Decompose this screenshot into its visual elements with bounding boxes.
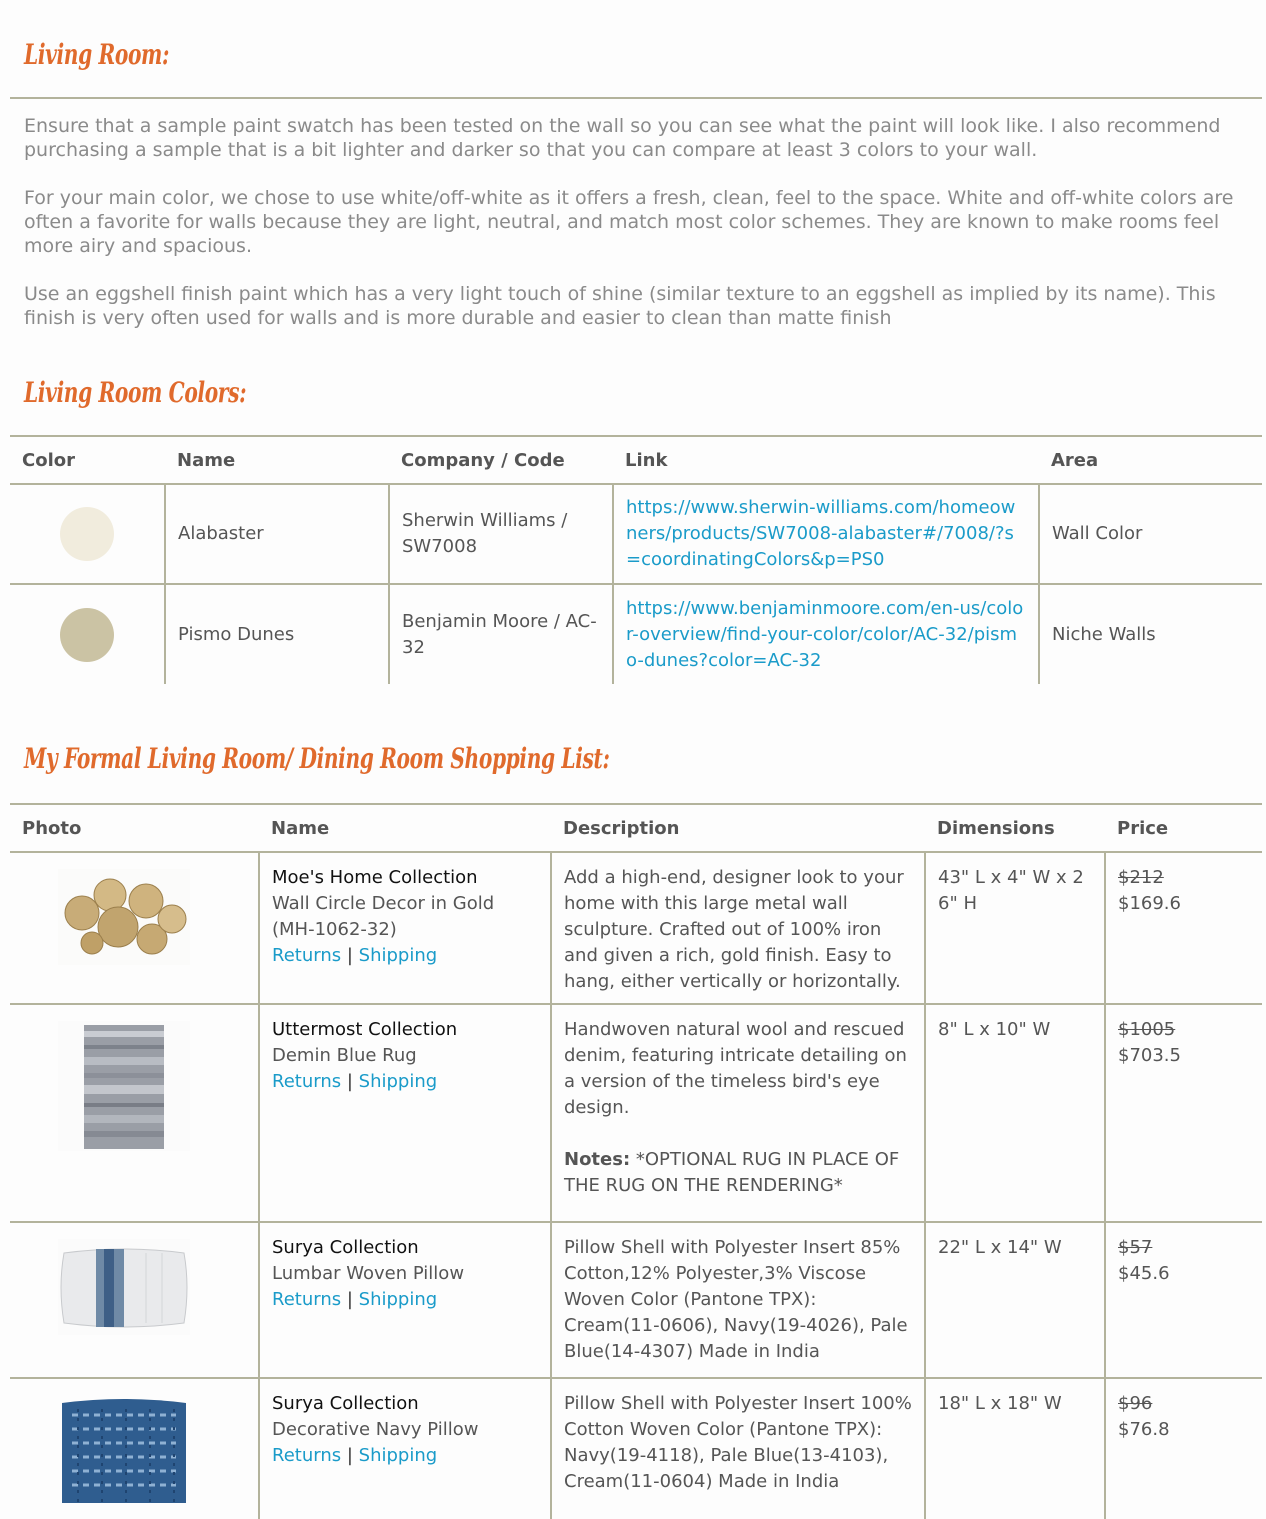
- col-header-price: Price: [1105, 804, 1262, 852]
- colors-heading: Living Room Colors:: [24, 376, 247, 409]
- col-header-name: Name: [259, 804, 551, 852]
- lumbar-pillow-icon: [58, 1239, 190, 1335]
- col-header-area: Area: [1039, 436, 1262, 484]
- item-description: Pillow Shell with Polyester Insert 100% Cotton Woven Color (Pantone TPX): Navy(19-4118), Pale Blue(13-4103), Cream(11-0604) Made in India: [551, 1378, 925, 1519]
- intro-paragraph: Ensure that a sample paint swatch has been tested on the wall so you can see what the paint will look like. I also recommend purchasing a sample that is a bit lighter and darker so that you can compare at least 3 colors to your wall.: [24, 115, 1221, 161]
- item-description: Add a high-end, designer look to your home with this large metal wall sculpture. Crafted out of 100% iron and given a rich, gold finish. Easy to hang, either vertically or horizontally.: [551, 852, 925, 1004]
- photo-cell: [10, 1004, 259, 1222]
- color-company: Benjamin Moore / AC-32: [389, 584, 613, 684]
- shipping-link[interactable]: Shipping: [358, 1445, 438, 1466]
- notes-label: Notes:: [564, 1149, 631, 1170]
- color-swatch: [60, 608, 114, 662]
- item-old-price: $1005: [1118, 1019, 1176, 1040]
- photo-cell: [10, 852, 259, 1004]
- item-price: $703.5: [1118, 1045, 1181, 1066]
- item-name: Lumbar Woven Pillow: [272, 1263, 465, 1284]
- item-name: Decorative Navy Pillow: [272, 1419, 479, 1440]
- item-dimensions: 22" L x 14" W: [925, 1222, 1105, 1378]
- intro-text: [24, 114, 1249, 354]
- col-header-description: Description: [551, 804, 925, 852]
- shopping-heading: My Formal Living Room/ Dining Room Shopping List:: [24, 742, 610, 775]
- rug-icon: [58, 1021, 190, 1151]
- item-notes: *OPTIONAL RUG IN PLACE OF THE RUG ON THE RENDERING*: [564, 1149, 900, 1196]
- item-description: Handwoven natural wool and rescued denim, featuring intricate detailing on a version of the timeless bird's eye design.: [564, 1019, 907, 1118]
- table-row: [10, 852, 1262, 1004]
- color-company: Sherwin Williams / SW7008: [389, 484, 613, 584]
- item-brand: Moe's Home Collection: [272, 867, 478, 888]
- color-link[interactable]: https://www.benjaminmoore.com/en-us/color-overview/find-your-color/color/AC-32/pismo-dunes?color=AC-32: [626, 597, 1024, 671]
- col-header-company: Company / Code: [389, 436, 613, 484]
- returns-link[interactable]: Returns: [272, 945, 342, 966]
- col-header-dimensions: Dimensions: [925, 804, 1105, 852]
- item-dimensions: 8" L x 10" W: [925, 1004, 1105, 1222]
- item-description: Pillow Shell with Polyester Insert 85% Cotton,12% Polyester,3% Viscose Woven Color (Pantone TPX): Cream(11-0606), Navy(19-4026), Pale Blue(14-4307) Made in India: [551, 1222, 925, 1378]
- table-row: [10, 1004, 1262, 1222]
- intro-paragraph: Use an eggshell finish paint which has a very light touch of shine (similar texture to an eggshell as implied by its name). This finish is very often used for walls and is more durable and easier to clean than matte finish: [24, 283, 1216, 329]
- link-separator: |: [346, 1289, 353, 1310]
- returns-link[interactable]: Returns: [272, 1289, 342, 1310]
- item-dimensions: 18" L x 18" W: [925, 1378, 1105, 1519]
- item-brand: Surya Collection: [272, 1237, 419, 1258]
- col-header-name: Name: [165, 436, 389, 484]
- returns-link[interactable]: Returns: [272, 1445, 342, 1466]
- shipping-link[interactable]: Shipping: [358, 1289, 438, 1310]
- item-price: $45.6: [1118, 1263, 1170, 1284]
- color-name: Alabaster: [165, 484, 389, 584]
- col-header-photo: Photo: [10, 804, 259, 852]
- item-old-price: $57: [1118, 1237, 1153, 1258]
- color-area: Wall Color: [1039, 484, 1262, 584]
- color-swatch: [60, 507, 114, 561]
- item-price: $76.8: [1118, 1419, 1170, 1440]
- item-dimensions: 43" L x 4" W x 26" H: [925, 852, 1105, 1004]
- shopping-table: [10, 803, 1262, 1519]
- item-brand: Uttermost Collection: [272, 1019, 458, 1040]
- shipping-link[interactable]: Shipping: [358, 1071, 438, 1092]
- item-brand: Surya Collection: [272, 1393, 419, 1414]
- living-room-heading: Living Room:: [24, 38, 170, 71]
- link-separator: |: [346, 1445, 353, 1466]
- col-header-link: Link: [613, 436, 1039, 484]
- table-row: [10, 484, 1262, 584]
- color-area: Niche Walls: [1039, 584, 1262, 684]
- link-separator: |: [346, 945, 353, 966]
- color-link[interactable]: https://www.sherwin-williams.com/homeowners/products/SW7008-alabaster#/7008/?s=coordinatingColors&p=PS0: [626, 497, 1016, 570]
- table-row: [10, 1222, 1262, 1378]
- photo-cell: [10, 1378, 259, 1519]
- table-row: [10, 1378, 1262, 1519]
- item-name: Wall Circle Decor in Gold (MH-1062-32): [272, 893, 495, 940]
- intro-paragraph: For your main color, we chose to use white/off-white as it offers a fresh, clean, feel to the space. White and off-white colors are often a favorite for walls because they are light, neutral, and match most color schemes. They are known to make rooms feel more airy and spacious.: [24, 187, 1234, 257]
- table-row: [10, 584, 1262, 684]
- shipping-link[interactable]: Shipping: [358, 945, 438, 966]
- swatch-cell: [10, 584, 165, 684]
- item-price: $169.6: [1118, 893, 1181, 914]
- gold-wall-decor-icon: [58, 869, 190, 965]
- photo-cell: [10, 1222, 259, 1378]
- divider: [10, 97, 1262, 99]
- color-name: Pismo Dunes: [165, 584, 389, 684]
- item-old-price: $212: [1118, 867, 1164, 888]
- item-name: Demin Blue Rug: [272, 1045, 417, 1066]
- swatch-cell: [10, 484, 165, 584]
- navy-pillow-icon: [58, 1395, 190, 1503]
- returns-link[interactable]: Returns: [272, 1071, 342, 1092]
- item-old-price: $96: [1118, 1393, 1153, 1414]
- colors-table: [10, 435, 1262, 684]
- link-separator: |: [346, 1071, 353, 1092]
- col-header-color: Color: [10, 436, 165, 484]
